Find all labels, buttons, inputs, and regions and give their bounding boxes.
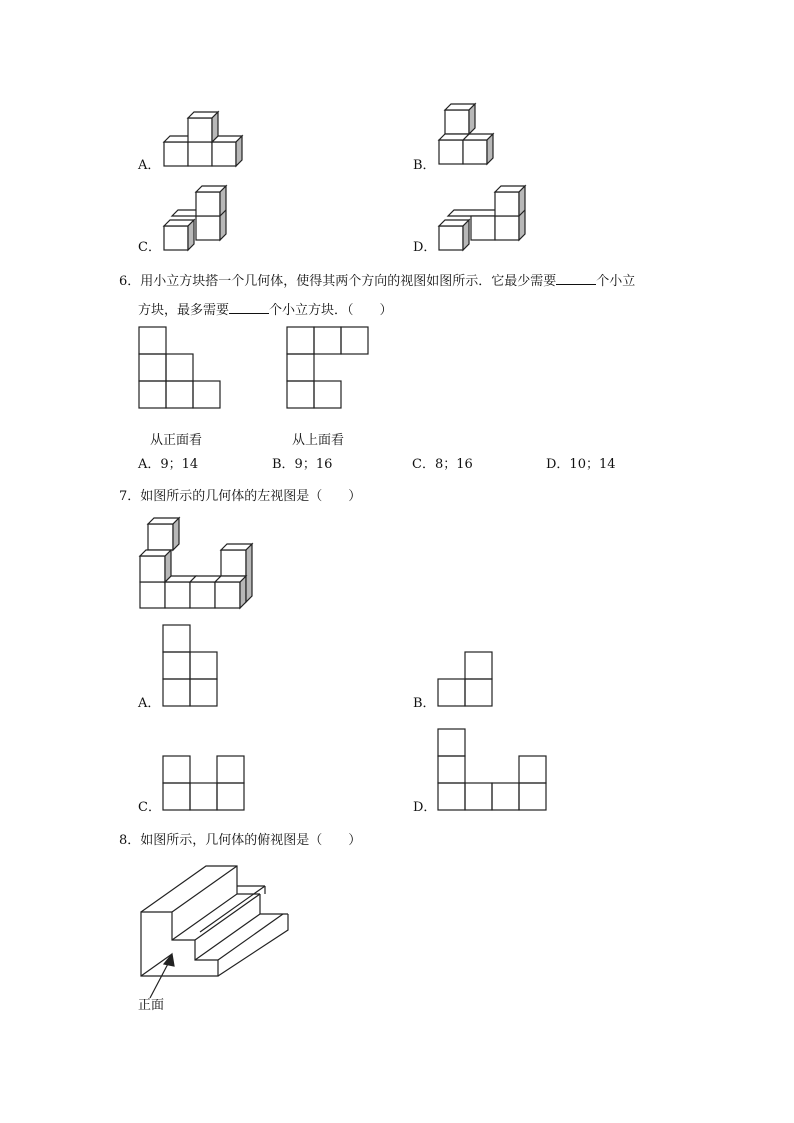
q5-option-b-label: B． <box>413 158 436 173</box>
q6-top-caption: 从上面看 <box>292 433 345 448</box>
q6-option-d[interactable]: D．10；14 <box>546 457 616 472</box>
q7-option-c-figure[interactable] <box>162 755 248 813</box>
q8-stem: 8．如图所示，几何体的俯视图是（ ） <box>119 833 362 848</box>
q8-stair-solid-figure <box>136 860 296 1020</box>
q5-option-b-cube-icon <box>436 100 506 170</box>
q5-option-c-label: C． <box>138 240 161 255</box>
q6-option-b[interactable]: B．9；16 <box>272 457 333 472</box>
q5-option-c-cube-icon <box>160 184 235 254</box>
q7-option-b-figure[interactable] <box>437 651 495 709</box>
q5-option-d-cube-icon <box>436 184 536 254</box>
q5-option-d-label: D． <box>413 240 437 255</box>
q6-front-view-figure <box>138 326 224 412</box>
q6-answer-blank-max <box>229 301 269 314</box>
q7-option-b-label: B． <box>413 696 436 711</box>
q7-stem: 7．如图所示的几何体的左视图是（ ） <box>119 489 362 504</box>
q5-option-a-cube-icon <box>160 108 250 170</box>
q6-option-a[interactable]: A．9；14 <box>138 457 199 472</box>
q7-option-c-label: C． <box>138 800 161 815</box>
q6-answer-blank-min <box>556 272 596 285</box>
q8-front-label: 正面 <box>138 998 165 1013</box>
q6-stem-line1: 6．用小立方块搭一个几何体，使得其两个方向的视图如图所示．它最少需要 个小立 <box>119 274 636 289</box>
q6-option-c[interactable]: C．8；16 <box>412 457 473 472</box>
q7-solid-figure <box>136 514 262 612</box>
q7-option-d-figure[interactable] <box>437 728 551 814</box>
q7-option-a-label: A． <box>138 696 161 711</box>
q7-option-d-label: D． <box>413 800 437 815</box>
q7-option-a-figure[interactable] <box>162 624 220 710</box>
q6-stem-line2: 方块，最多需要 个小立方块．（ ） <box>138 303 393 318</box>
q6-top-view-figure <box>286 326 372 412</box>
q6-front-caption: 从正面看 <box>150 433 203 448</box>
q5-option-a-label: A． <box>138 158 161 173</box>
